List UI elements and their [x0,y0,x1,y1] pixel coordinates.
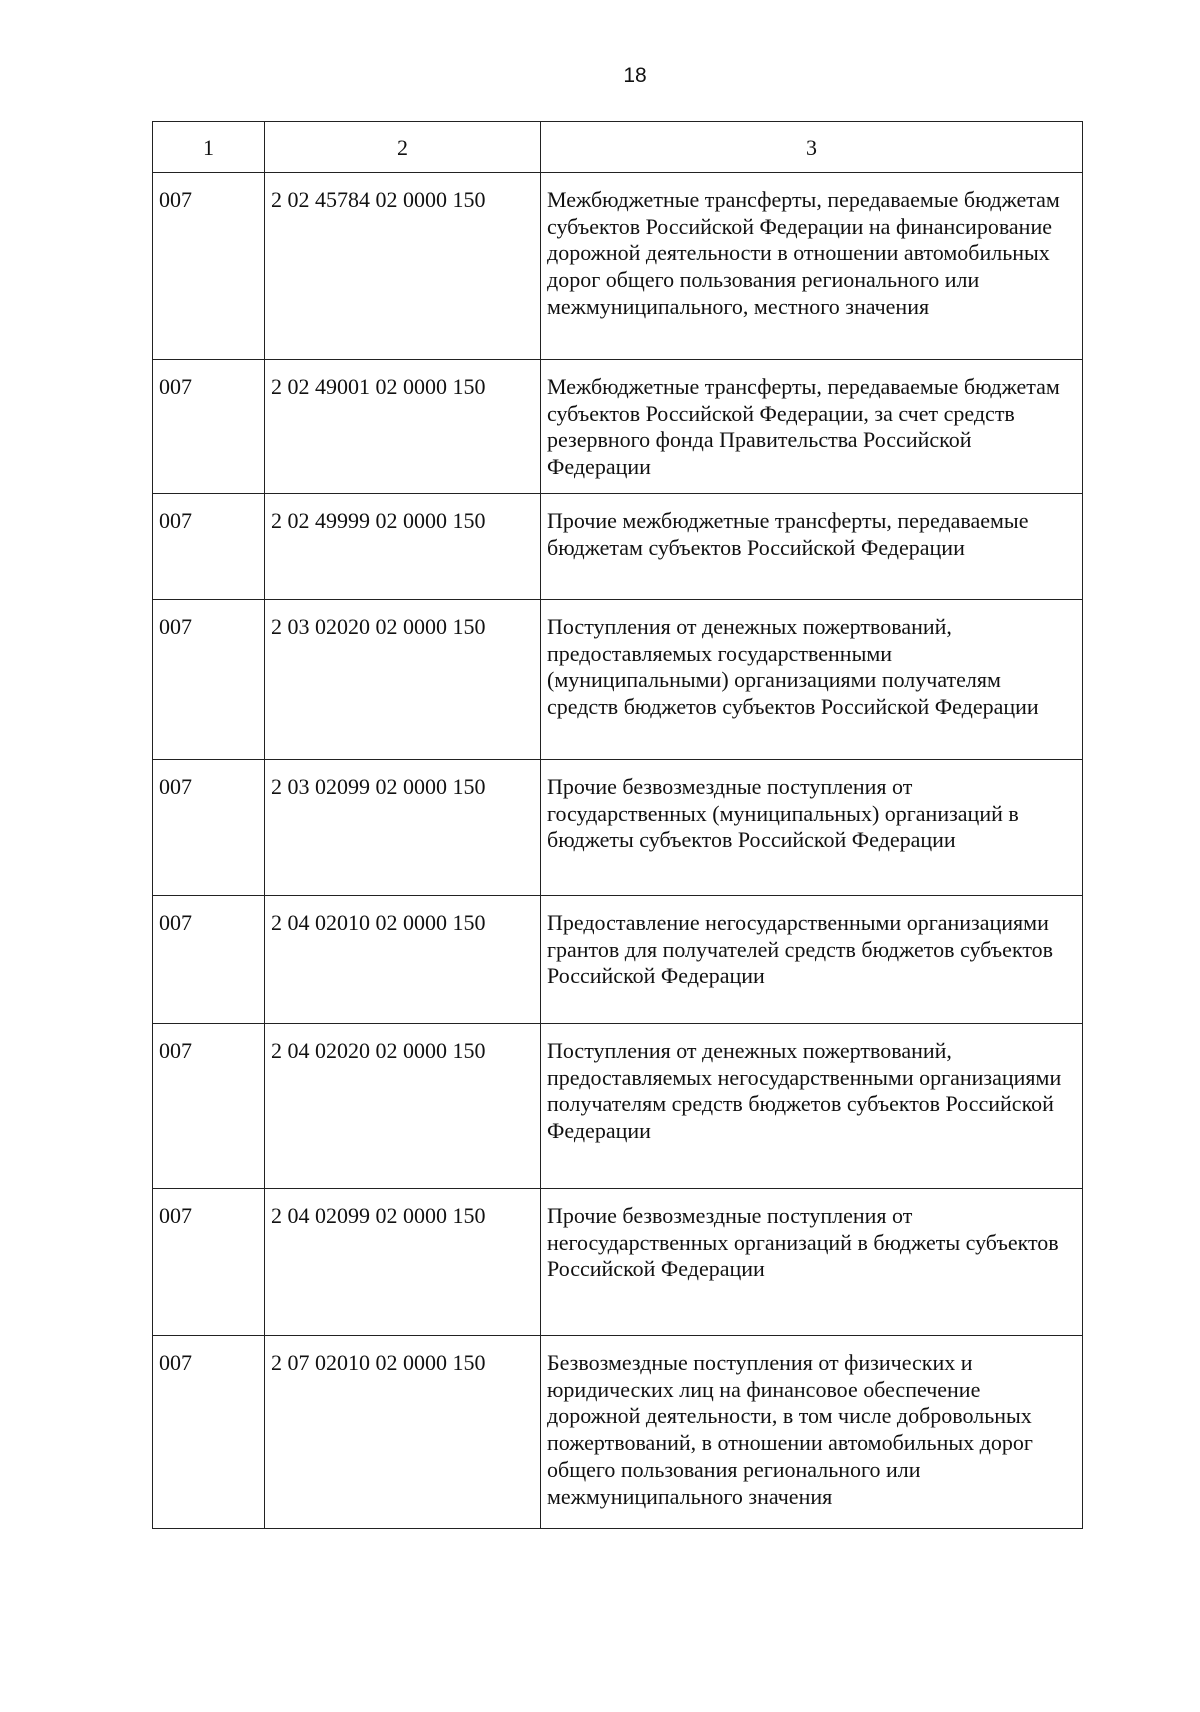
table-row [153,493,1083,599]
table-row [153,599,1083,759]
admin-code-cell: 007 [153,599,265,759]
table-row [153,172,1083,359]
table-row [153,759,1083,895]
budget-code-cell: 2 02 45784 02 0000 150 [265,172,541,359]
description-cell: Прочие безвозмездные поступления от государственных (муниципальных) организаций в бюджеты субъектов Российской Федерации [541,759,1083,895]
description-cell: Поступления от денежных пожертвований, предоставляемых негосударственными организациями получателям средств бюджетов субъектов Российской Федерации [541,1023,1083,1188]
admin-code-cell: 007 [153,1188,265,1335]
table-row [153,1188,1083,1335]
admin-code-cell: 007 [153,759,265,895]
budget-code-cell: 2 04 02099 02 0000 150 [265,1188,541,1335]
revenue-codes-table [152,121,1083,1529]
description-cell: Предоставление негосударственными организациями грантов для получателей средств бюджетов субъектов Российской Федерации [541,895,1083,1023]
page-number: 18 [623,64,647,87]
description-cell: Безвозмездные поступления от физических и юридических лиц на финансовое обеспечение дорожной деятельности, в том числе добровольных пожертвований, в отношении автомобильных дорог общего пользования регионального или межмуниципального значения [541,1335,1083,1528]
table-row [153,359,1083,493]
description-cell: Поступления от денежных пожертвований, предоставляемых государственными (муниципальными) организациями получателям средств бюджетов субъектов Российской Федерации [541,599,1083,759]
table-row [153,895,1083,1023]
admin-code-cell: 007 [153,493,265,599]
description-cell: Прочие безвозмездные поступления от негосударственных организаций в бюджеты субъектов Российской Федерации [541,1188,1083,1335]
description-cell: Межбюджетные трансферты, передаваемые бюджетам субъектов Российской Федерации, за счет средств резервного фонда Правительства Российской Федерации [541,359,1083,493]
admin-code-cell: 007 [153,359,265,493]
table-row [153,1023,1083,1188]
budget-code-cell: 2 04 02020 02 0000 150 [265,1023,541,1188]
column-header-1: 1 [153,122,265,173]
admin-code-cell: 007 [153,172,265,359]
admin-code-cell: 007 [153,895,265,1023]
admin-code-cell: 007 [153,1335,265,1528]
column-header-3: 3 [541,122,1083,173]
table-row [153,1335,1083,1528]
budget-code-cell: 2 03 02099 02 0000 150 [265,759,541,895]
budget-code-cell: 2 07 02010 02 0000 150 [265,1335,541,1528]
budget-code-cell: 2 02 49999 02 0000 150 [265,493,541,599]
budget-code-cell: 2 03 02020 02 0000 150 [265,599,541,759]
description-cell: Межбюджетные трансферты, передаваемые бюджетам субъектов Российской Федерации на финансирование дорожной деятельности в отношении автомобильных дорог общего пользования регионального или межмуниципального, местного значения [541,172,1083,359]
admin-code-cell: 007 [153,1023,265,1188]
budget-code-cell: 2 04 02010 02 0000 150 [265,895,541,1023]
table-header-row [153,122,1083,173]
budget-code-cell: 2 02 49001 02 0000 150 [265,359,541,493]
description-cell: Прочие межбюджетные трансферты, передаваемые бюджетам субъектов Российской Федерации [541,493,1083,599]
column-header-2: 2 [265,122,541,173]
